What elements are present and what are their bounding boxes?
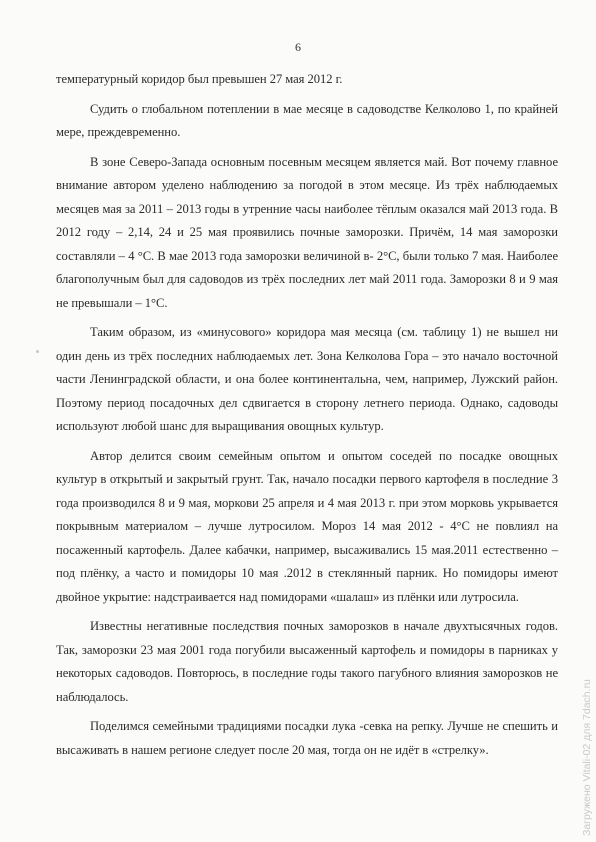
paragraph-frost-consequences: Известны негативные последствия почных заморозков в начале двухтысячных годов. Так, заморозки 23 мая 2001 года погубили высаженный картофель и помидоры в парниках у некоторых садоводов. Повторюсь, в последние годы такого пагубного влияния заморозков не наблюдалось.	[56, 619, 558, 704]
paragraph-global-warming: Судить о глобальном потеплении в мае месяце в садоводстве Келколово 1, по крайней мере, преждевременно.	[56, 101, 558, 139]
paragraph-continuation: температурный коридор был превышен 27 мая 2012 г.	[56, 72, 343, 86]
document-body	[56, 68, 558, 768]
page-number: 6	[295, 40, 301, 54]
paragraph-minus-corridor: Таким образом, из «минусового» коридора мая месяца (см. таблицу 1) не вышел ни один день из трёх последних наблюдаемых лет. Зона Келколова Гора – это начало восточной части Ленинградской области, и она более континентальна, чем, например, Лужский район. Поэтому период посадочных дел сдвигается в сторону летнего периода. Однако, садоводы используют любой шанс для выращивания овощных культур.	[56, 325, 558, 433]
scan-speck	[36, 350, 39, 353]
paragraph-planting-experience: Автор делится своим семейным опытом и опытом соседей по посадке овощных культур в открытый и закрытый грунт. Так, начало посадки первого картофеля в последние 3 года производился 8 и 9 мая, моркови 25 апреля и 4 мая 2013 г. при этом морковь укрывается покрывным материалом – лучше лутросилом. Мороз 14 мая 2012 - 4°C не повлиял на посаженный картофель. Далее кабачки, например, высаживались 15 мая.2011 естественно – под плёнку, а часто и помидоры 10 мая .2012 в стеклянный парник. Но помидоры имеют двойное укрытие: надстраивается над помидорами «шалаш» из плёнки или лутросила.	[56, 448, 558, 604]
paragraph-sowing-month: В зоне Северо-Запада основным посевным месяцем является май. Вот почему главное внимание автором уделено наблюдению за погодой в этом месяце. Из трёх наблюдаемых месяцев мая за 2011 – 2013 годы в утренние часы наиболее тёплым оказался май 2013 года. В 2012 году – 2,14, 24 и 25 мая проявились почные заморозки. Причём, 14 мая заморозки составляли – 4 °C. В мае 2013 года заморозки величиной в- 2°C, были только 7 мая. Наиболее благополучным был для садоводов из трёх последних лет май 2011 года. Заморозки 8 и 9 мая не превышали – 1°C.	[56, 154, 558, 310]
paragraph-onion-planting: Поделимся семейными традициями посадки лука -севка на репку. Лучше не спешить и высаживать в нашем регионе следует после 20 мая, тогда он не идёт в «стрелку».	[56, 719, 558, 757]
upload-watermark: Загружено Vitali-02 для 7dach.ru	[581, 679, 593, 836]
